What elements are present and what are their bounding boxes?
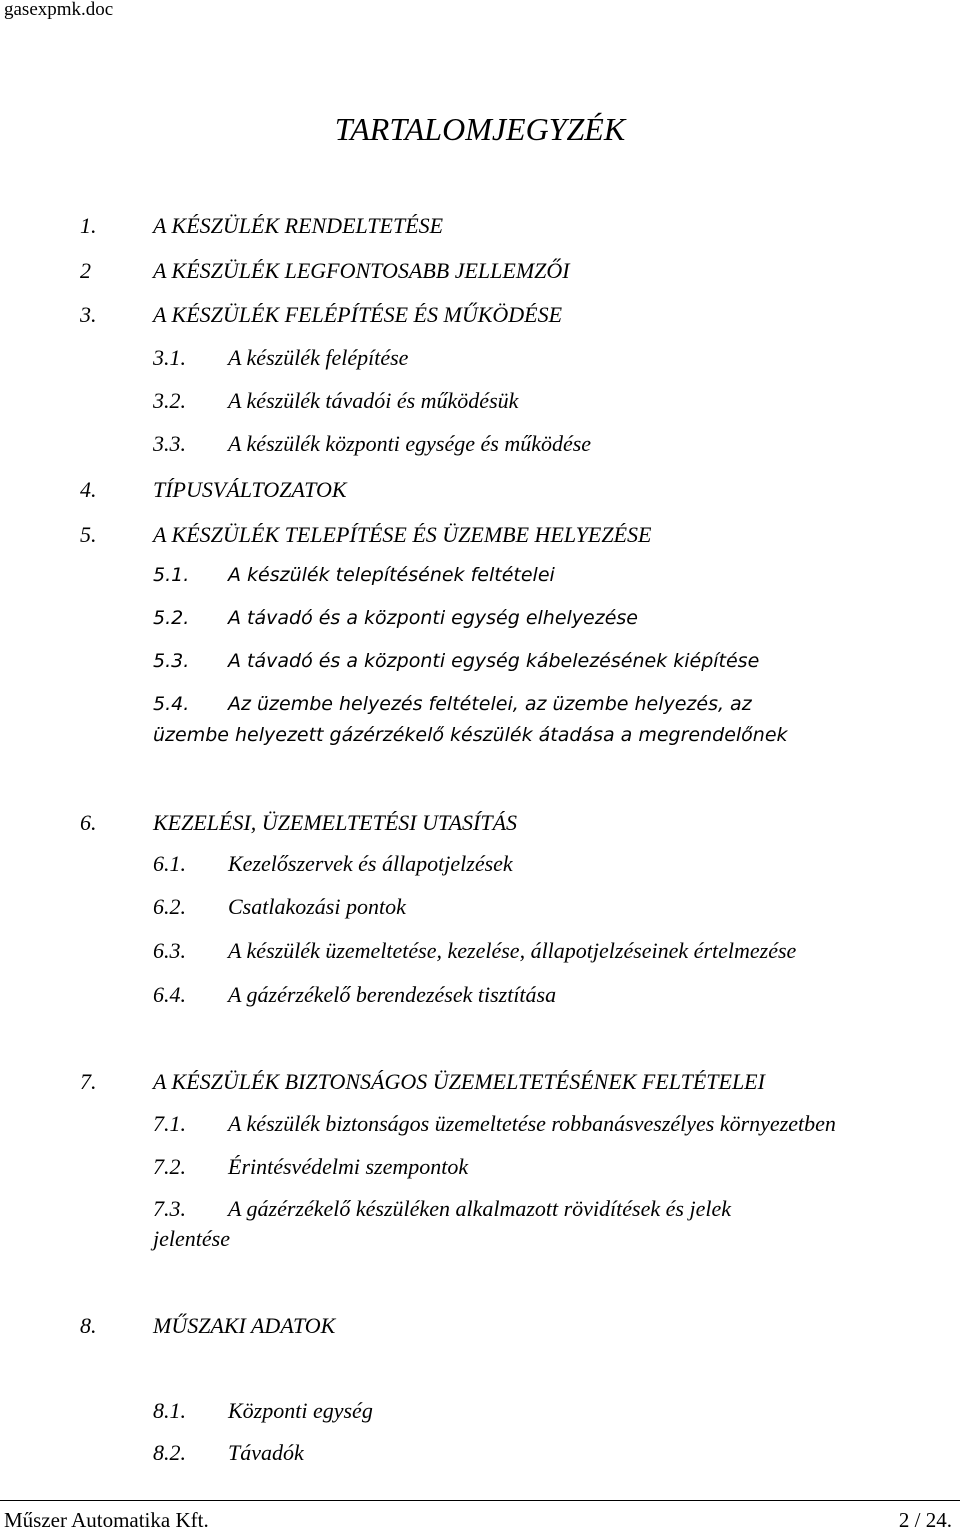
toc-number: 6. xyxy=(80,810,97,835)
footer-page-number: 2 / 24. xyxy=(898,1508,952,1532)
toc-number: 5.1. xyxy=(153,564,190,586)
toc-number: 8.2. xyxy=(153,1440,186,1465)
toc-number: 7. xyxy=(80,1069,97,1094)
toc-number: 4. xyxy=(80,477,97,502)
document-filename: gasexpmk.doc xyxy=(4,0,114,20)
toc-entry-8-2: Távadók xyxy=(228,1440,304,1465)
footer-company: Műszer Automatika Kft. xyxy=(4,1508,209,1532)
toc-number: 1. xyxy=(80,213,97,238)
toc-entry-3-1: A készülék felépítése xyxy=(228,345,409,370)
toc-entry-6-2: Csatlakozási pontok xyxy=(228,894,406,919)
toc-number: 5.3. xyxy=(153,650,190,672)
toc-entry-5-1: A készülék telepítésének feltételei xyxy=(228,564,555,586)
toc-entry-7-2: Érintésvédelmi szempontok xyxy=(228,1154,469,1179)
toc-entry-4: TÍPUSVÁLTOZATOK xyxy=(153,477,347,502)
toc-entry-8: MŰSZAKI ADATOK xyxy=(153,1313,336,1338)
toc-entry-7: A KÉSZÜLÉK BIZTONSÁGOS ÜZEMELTETÉSÉNEK FELTÉTELEI xyxy=(153,1069,765,1094)
toc-entry-7-3-continuation: jelentése xyxy=(153,1226,230,1251)
toc-number: 6.4. xyxy=(153,982,186,1007)
toc-number: 5. xyxy=(80,522,97,547)
toc-entry-5-2: A távadó és a központi egység elhelyezése xyxy=(228,607,638,629)
toc-number: 6.3. xyxy=(153,938,186,963)
toc-entry-6-3: A készülék üzemeltetése, kezelése, állapotjelzéseinek értelmezése xyxy=(228,938,797,963)
toc-number: 8.1. xyxy=(153,1398,186,1423)
toc-number: 7.3. xyxy=(153,1196,186,1221)
page-title: TARTALOMJEGYZÉK xyxy=(334,111,626,147)
toc-number: 8. xyxy=(80,1313,97,1338)
toc-number: 2 xyxy=(80,258,91,283)
toc-entry-5-3: A távadó és a központi egység kábelezésének kiépítése xyxy=(228,650,760,672)
toc-number: 3.2. xyxy=(153,388,186,413)
toc-number: 5.2. xyxy=(153,607,190,629)
toc-entry-1: A KÉSZÜLÉK RENDELTETÉSE xyxy=(153,213,444,238)
toc-number: 6.1. xyxy=(153,851,186,876)
toc-entry-6-1: Kezelőszervek és állapotjelzések xyxy=(228,851,513,876)
footer-divider xyxy=(0,1500,960,1501)
toc-number: 7.2. xyxy=(153,1154,186,1179)
toc-entry-3-3: A készülék központi egysége és működése xyxy=(228,431,592,456)
toc-entry-3: A KÉSZÜLÉK FELÉPÍTÉSE ÉS MŰKÖDÉSE xyxy=(153,302,563,327)
toc-number: 3.3. xyxy=(153,431,186,456)
toc-entry-7-3: A gázérzékelő készüléken alkalmazott rövidítések és jelek xyxy=(228,1196,731,1221)
toc-number: 3.1. xyxy=(153,345,186,370)
toc-entry-8-1: Központi egység xyxy=(228,1398,373,1423)
toc-number: 3. xyxy=(80,302,97,327)
toc-number: 5.4. xyxy=(153,693,190,715)
toc-entry-7-1: A készülék biztonságos üzemeltetése robbanásveszélyes környezetben xyxy=(228,1111,836,1136)
toc-number: 7.1. xyxy=(153,1111,186,1136)
toc-entry-5: A KÉSZÜLÉK TELEPÍTÉSE ÉS ÜZEMBE HELYEZÉSE xyxy=(153,522,652,547)
toc-entry-6-4: A gázérzékelő berendezések tisztítása xyxy=(228,982,557,1007)
toc-entry-2: A KÉSZÜLÉK LEGFONTOSABB JELLEMZŐI xyxy=(153,258,570,283)
toc-entry-6: KEZELÉSI, ÜZEMELTETÉSI UTASÍTÁS xyxy=(153,810,518,835)
toc-entry-3-2: A készülék távadói és működésük xyxy=(228,388,519,413)
toc-entry-5-4-continuation: üzembe helyezett gázérzékelő készülék átadása a megrendelőnek xyxy=(153,724,788,746)
toc-number: 6.2. xyxy=(153,894,186,919)
toc-entry-5-4: Az üzembe helyezés feltételei, az üzembe helyezés, az xyxy=(228,693,752,715)
